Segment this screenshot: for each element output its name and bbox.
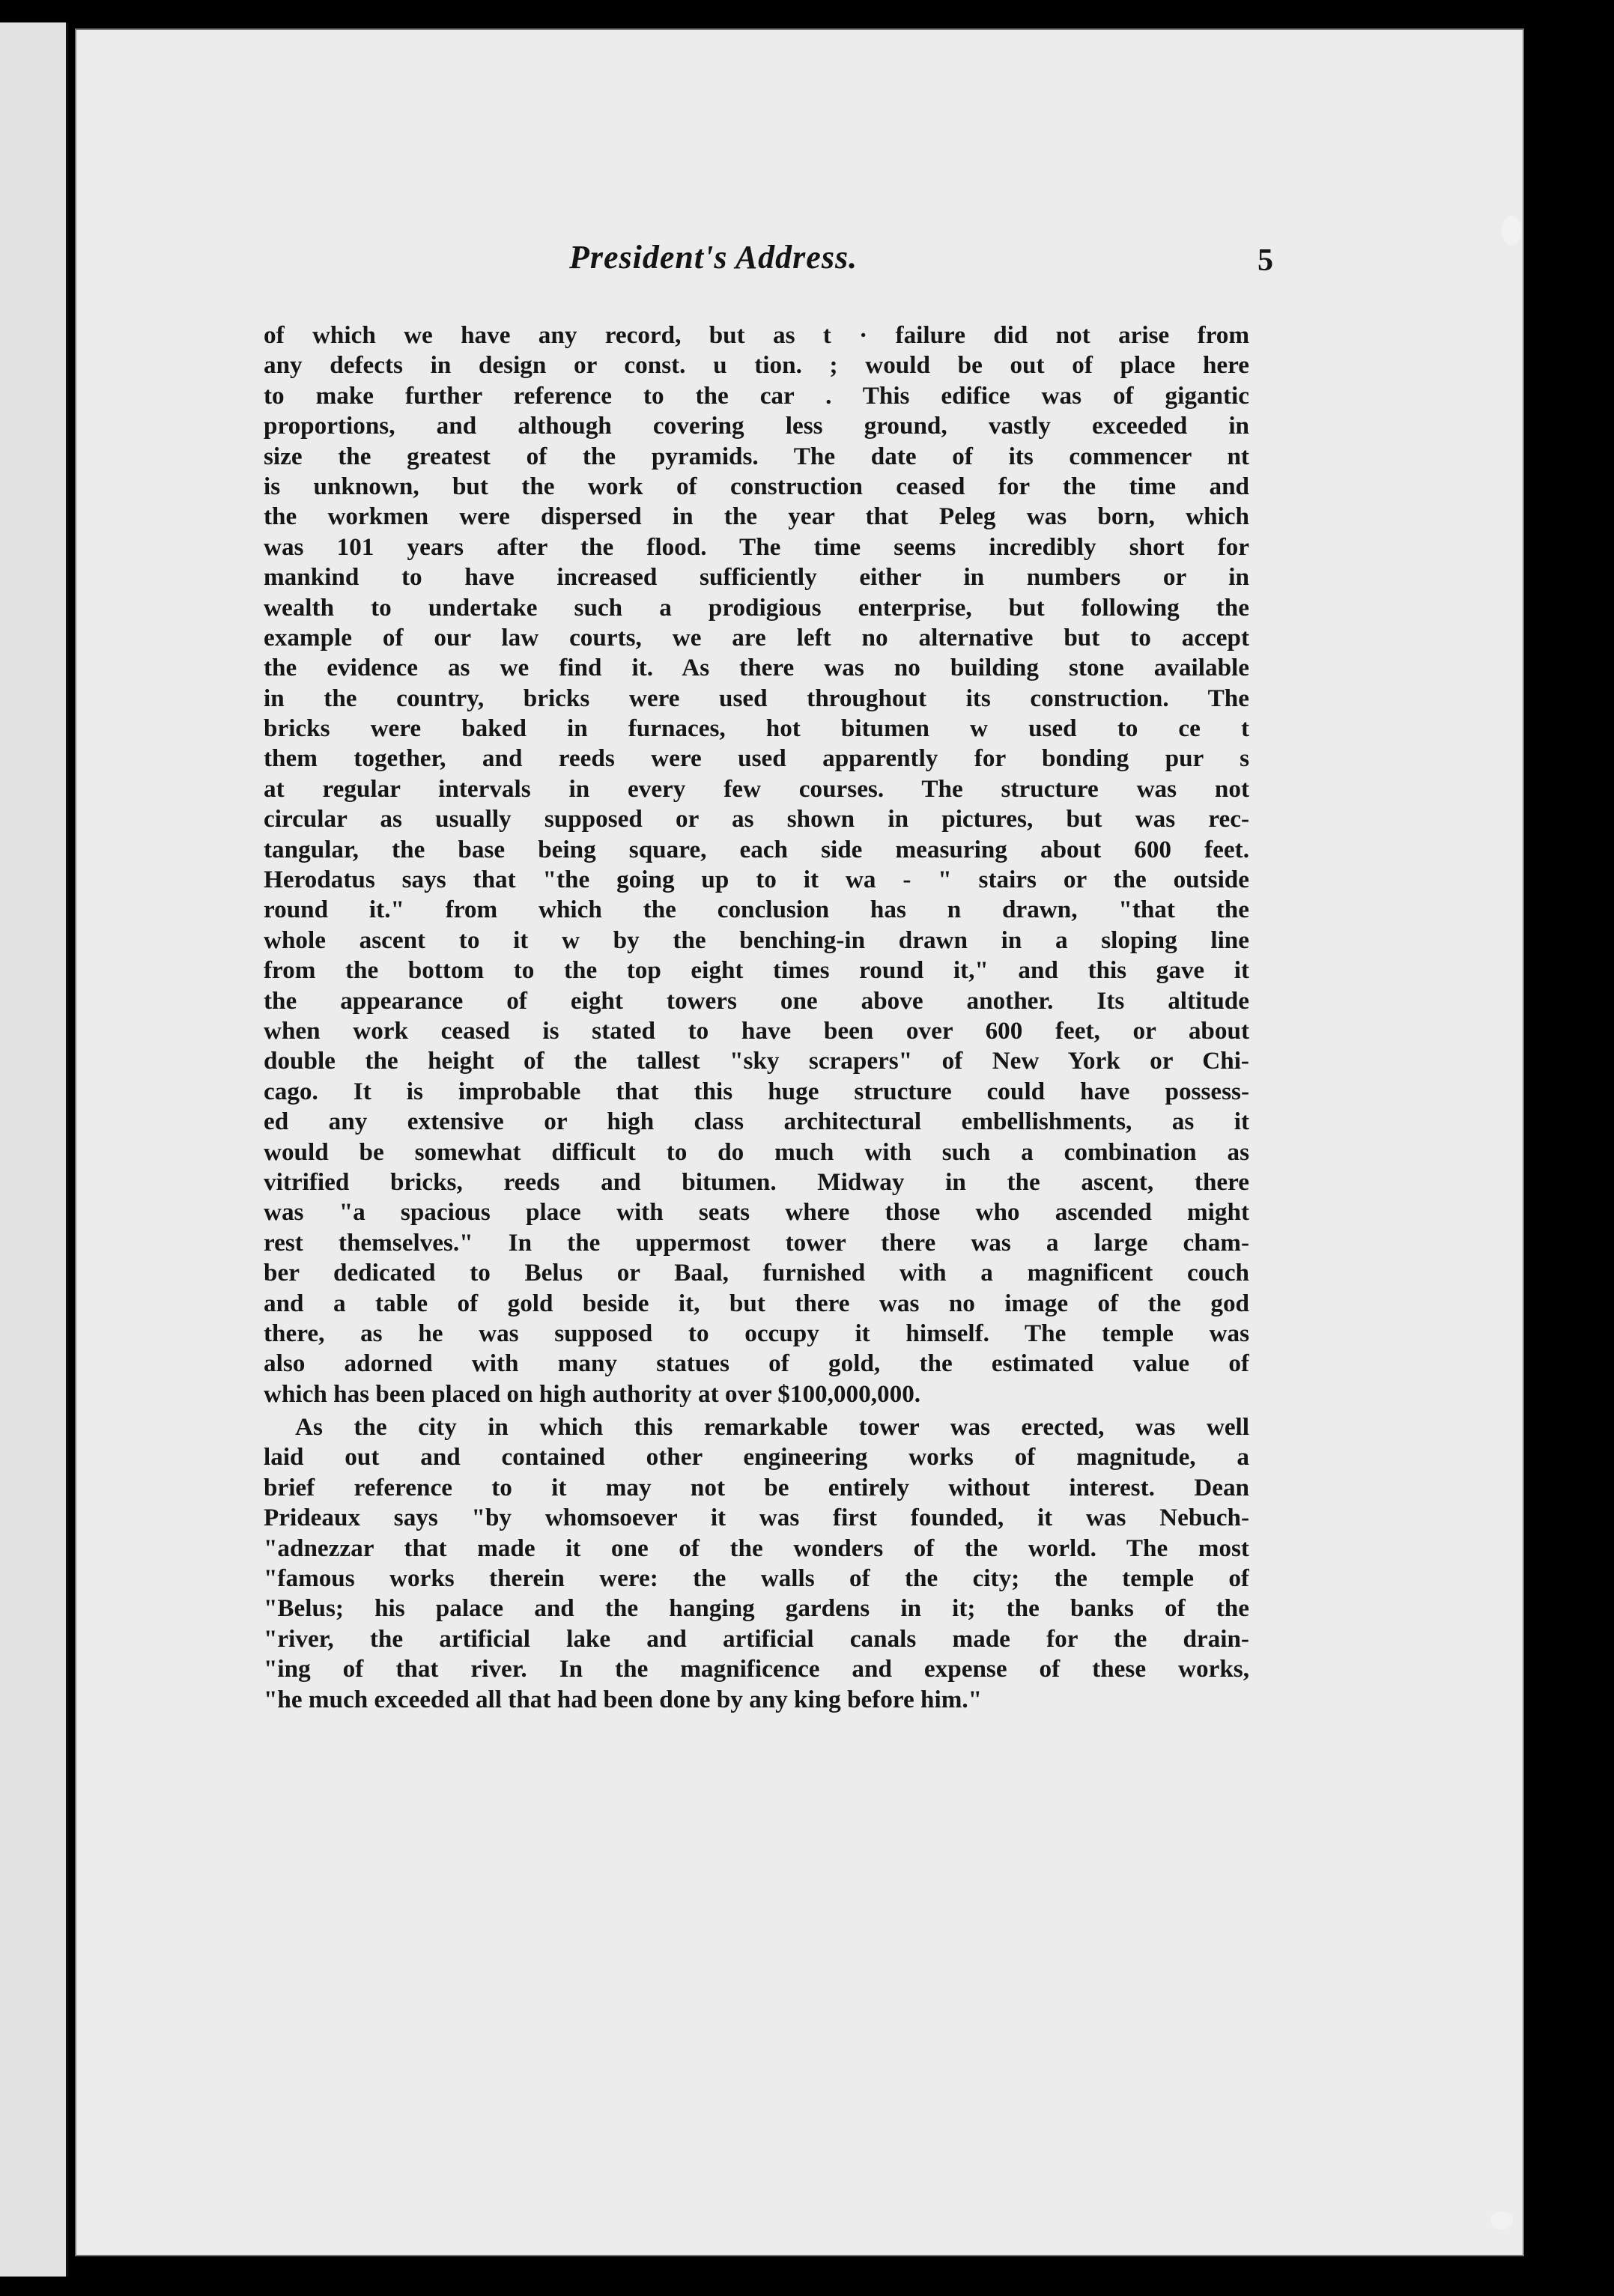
paper-speck	[1490, 2211, 1513, 2229]
text-line: was 101 years after the flood. The time seems incredibly short for	[264, 532, 1249, 561]
text-line: laid out and contained other engineering works of magnitude, a	[264, 1443, 1249, 1472]
text-line: ed any extensive or high class architectural embellishments, as it	[264, 1108, 1249, 1136]
text-line: of which we have any record, but as t · failure did not arise from	[264, 321, 1249, 349]
text-line: "river, the artificial lake and artificial canals made for the drain-	[264, 1624, 1249, 1653]
text-line: there, as he was supposed to occupy it himself. The temple was	[264, 1319, 1249, 1347]
text-line: circular as usually supposed or as shown in pictures, but was rec-	[264, 805, 1249, 833]
body-text	[264, 321, 1249, 1715]
paragraph	[264, 1412, 1249, 1715]
text-line: was "a spacious place with seats where those who ascended might	[264, 1198, 1249, 1227]
text-line: also adorned with many statues of gold, the estimated value of	[264, 1349, 1249, 1378]
text-line: "ing of that river. In the magnificence and expense of these works,	[264, 1655, 1249, 1683]
text-line: "he much exceeded all that had been done by any king before him."	[264, 1685, 983, 1713]
text-line: ber dedicated to Belus or Baal, furnished with a magnificent couch	[264, 1259, 1249, 1287]
running-head: President's Address.	[569, 239, 858, 276]
text-line: the evidence as we find it. As there was no building stone available	[264, 654, 1249, 682]
text-line: "famous works therein were: the walls of the city; the temple of	[264, 1564, 1249, 1593]
previous-page-edge	[0, 22, 68, 2277]
text-line: double the height of the tallest "sky scrapers" of New York or Chi-	[264, 1047, 1249, 1075]
text-line: them together, and reeds were used apparently for bonding pur s	[264, 744, 1249, 773]
text-line: whole ascent to it w by the benching-in drawn in a sloping line	[264, 926, 1249, 954]
text-line: to make further reference to the car . This edifice was of gigantic	[264, 381, 1249, 410]
text-line: when work ceased is stated to have been over 600 feet, or about	[264, 1016, 1249, 1045]
text-line: mankind to have increased sufficiently either in numbers or in	[264, 563, 1249, 592]
text-line: "adnezzar that made it one of the wonders of the world. The most	[264, 1534, 1249, 1562]
text-line: proportions, and although covering less ground, vastly exceeded in	[264, 412, 1249, 440]
text-line: in the country, bricks were used throughout its construction. The	[264, 684, 1249, 712]
text-line: would be somewhat difficult to do much with such a combination as	[264, 1138, 1249, 1166]
paragraph	[264, 321, 1249, 1409]
paper-speck	[1502, 216, 1521, 246]
text-line: As the city in which this remarkable tower was erected, was well	[295, 1413, 1249, 1442]
text-line: cago. It is improbable that this huge structure could have possess-	[264, 1077, 1249, 1105]
text-line: the appearance of eight towers one above another. Its altitude	[264, 986, 1249, 1015]
page-header	[569, 238, 1273, 298]
text-line: rest themselves." In the uppermost tower there was a large cham-	[264, 1228, 1249, 1257]
text-line: vitrified bricks, reeds and bitumen. Midway in the ascent, there	[264, 1167, 1249, 1196]
page-number: 5	[1257, 243, 1273, 278]
text-line: and a table of gold beside it, but there was no image of the god	[264, 1289, 1249, 1317]
text-line: example of our law courts, we are left no alternative but to accept	[264, 623, 1249, 652]
text-line: is unknown, but the work of construction ceased for the time and	[264, 472, 1249, 500]
text-line: Prideaux says "by whomsoever it was first founded, it was Nebuch-	[264, 1504, 1249, 1532]
text-line: Herodatus says that "the going up to it wa - " stairs or the outside	[264, 866, 1249, 894]
text-line: "Belus; his palace and the hanging gardens in it; the banks of the	[264, 1594, 1249, 1623]
text-line: brief reference to it may not be entirely without interest. Dean	[264, 1473, 1249, 1501]
text-line: any defects in design or const. u tion. ; would be out of place here	[264, 351, 1249, 380]
text-line: at regular intervals in every few courses. The structure was not	[264, 774, 1249, 803]
text-line: size the greatest of the pyramids. The date of its commencer nt	[264, 442, 1249, 470]
text-line: bricks were baked in furnaces, hot bitumen w used to ce t	[264, 714, 1249, 743]
text-line: from the bottom to the top eight times round it," and this gave it	[264, 956, 1249, 985]
text-line: wealth to undertake such a prodigious enterprise, but following the	[264, 593, 1249, 622]
text-line: round it." from which the conclusion has n drawn, "that the	[264, 896, 1249, 924]
text-line: tangular, the base being square, each side measuring about 600 feet.	[264, 835, 1249, 863]
text-line: the workmen were dispersed in the year that Peleg was born, which	[264, 502, 1249, 531]
text-line: which has been placed on high authority at over $100,000,000.	[264, 1379, 921, 1408]
